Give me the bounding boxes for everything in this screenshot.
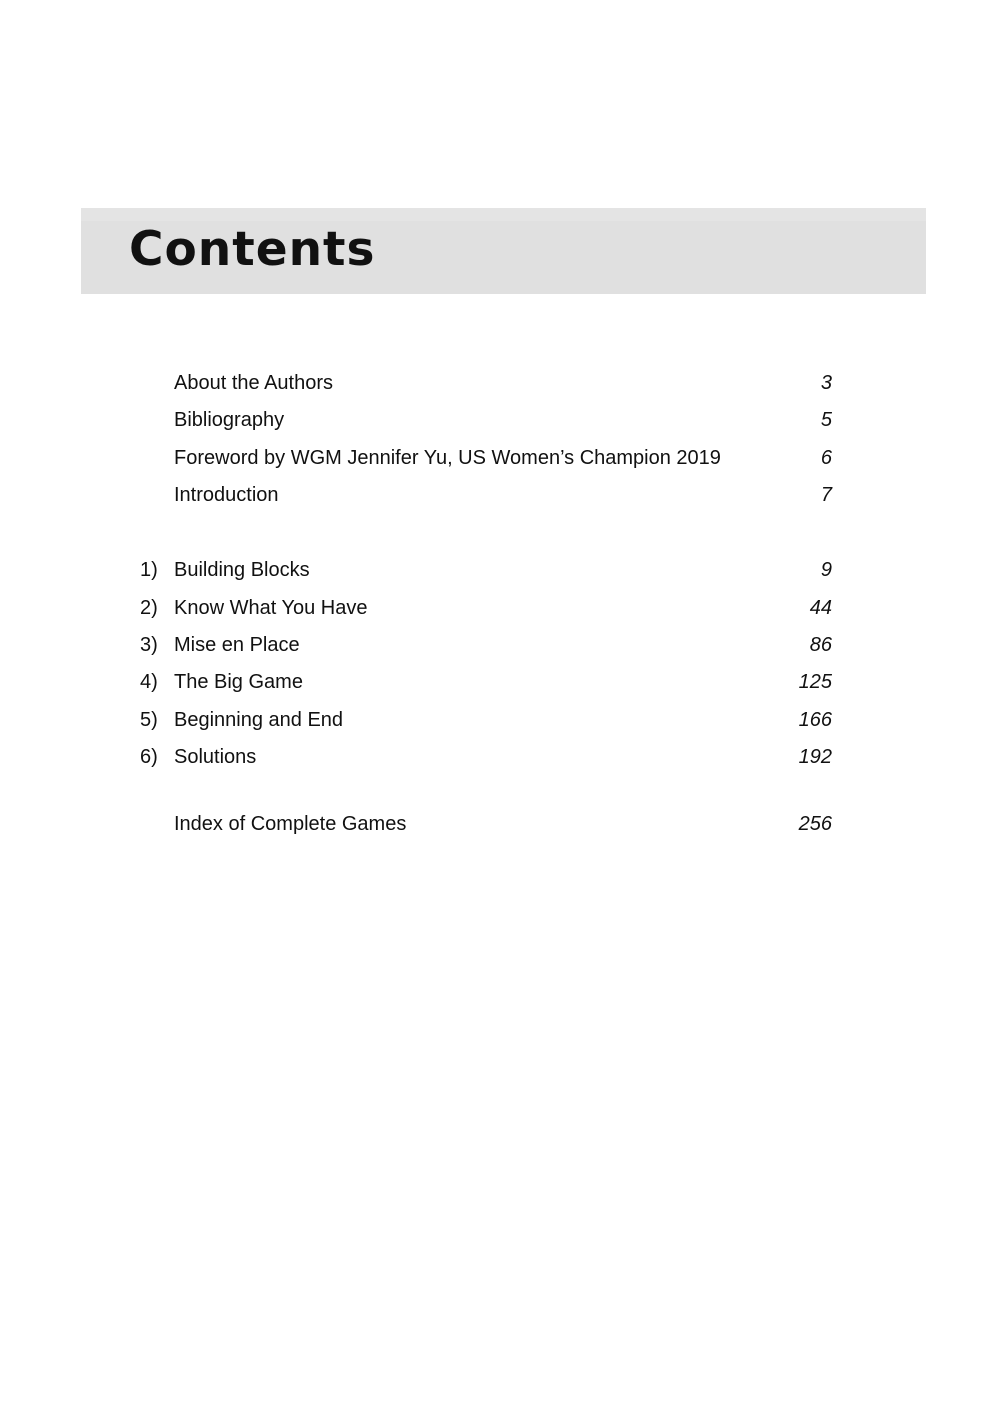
page-title: Contents: [129, 222, 376, 277]
chapter-number: 6): [140, 746, 158, 768]
toc-entry-page: 125: [798, 671, 832, 693]
toc-entry-index[interactable]: [0, 809, 1000, 839]
chapter-number: 5): [140, 709, 158, 731]
chapter-number: 2): [140, 597, 158, 619]
toc-entry-label: About the Authors: [174, 372, 334, 394]
toc-entry-label: Building Blocks: [174, 559, 310, 581]
toc-chapter-4[interactable]: [0, 667, 1000, 697]
toc-entry-page: 86: [809, 634, 832, 656]
toc-entry-introduction[interactable]: [0, 480, 1000, 510]
toc-chapter-2[interactable]: [0, 593, 1000, 623]
toc-entry-bibliography[interactable]: [0, 405, 1000, 435]
toc-entry-label: The Big Game: [174, 671, 303, 693]
toc-chapter-5[interactable]: [0, 705, 1000, 735]
toc-entry-label: Know What You Have: [174, 597, 368, 619]
toc-entry-page: 7: [820, 484, 832, 506]
chapter-number: 4): [140, 671, 158, 693]
chapter-number: 1): [140, 559, 158, 581]
toc-chapter-3[interactable]: [0, 630, 1000, 660]
toc-entry-foreword[interactable]: [0, 443, 1000, 473]
toc-entry-about-authors[interactable]: [0, 368, 1000, 398]
contents-header-band: [81, 208, 926, 294]
toc-entry-label: Introduction: [174, 484, 279, 506]
toc-entry-label: Solutions: [174, 746, 257, 768]
toc-entry-page: 3: [820, 372, 832, 394]
toc-entry-page: 192: [798, 746, 832, 768]
toc-entry-label: Foreword by WGM Jennifer Yu, US Women’s Champion 2019: [174, 447, 721, 469]
toc-entry-page: 256: [798, 813, 832, 835]
toc-entry-label: Beginning and End: [174, 709, 344, 731]
toc-chapter-6[interactable]: [0, 742, 1000, 772]
toc-entry-page: 166: [798, 709, 832, 731]
toc-chapter-1[interactable]: [0, 555, 1000, 585]
toc-entry-label: Bibliography: [174, 409, 285, 431]
chapter-number: 3): [140, 634, 158, 656]
toc-entry-page: 44: [809, 597, 832, 619]
toc-entry-page: 9: [820, 559, 832, 581]
toc-entry-page: 5: [820, 409, 832, 431]
toc-entry-label: Mise en Place: [174, 634, 300, 656]
toc-entry-label: Index of Complete Games: [174, 813, 407, 835]
toc-entry-page: 6: [820, 447, 832, 469]
